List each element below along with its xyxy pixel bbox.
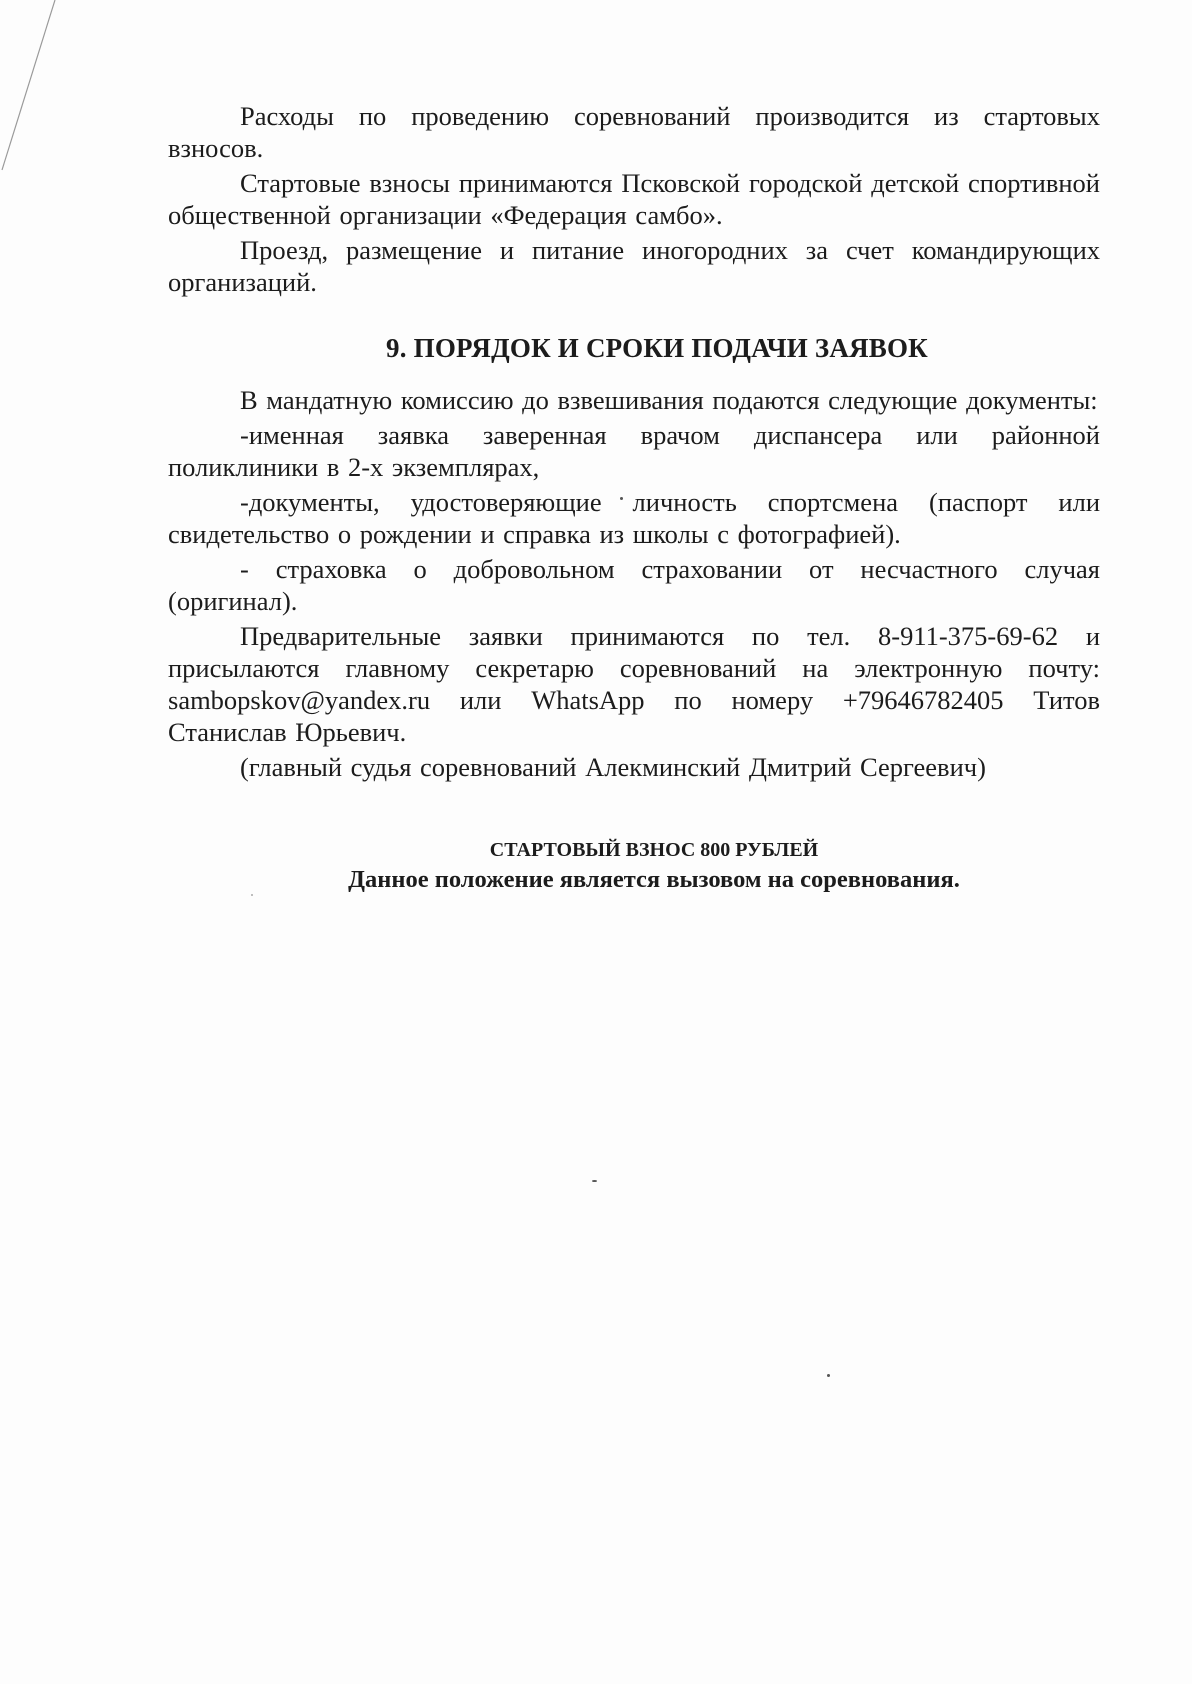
documents-item-identity: -документы, удостоверяющие личность спортсмена (паспорт или свидетельство о рождении и справка из школы с фотографией). xyxy=(168,487,1100,549)
expenses-paragraph: Расходы по проведению соревнований производится из стартовых взносов. xyxy=(168,101,1100,163)
documents-intro: В мандатную комиссию до взвешивания подаются следующие документы: xyxy=(240,385,1098,415)
section-heading: 9. ПОРЯДОК И СРОКИ ПОДАЧИ ЗАЯВОК xyxy=(386,333,928,363)
entry-fee-paragraph: Стартовые взносы принимаются Псковской городской детской спортивной общественной организации «Федерация самбо». xyxy=(168,168,1100,230)
scan-edge-mark xyxy=(0,0,60,180)
documents-item-application: -именная заявка заверенная врачом диспансера или районной поликлиники в 2-х экземплярах, xyxy=(168,420,1100,482)
travel-paragraph: Проезд, размещение и питание иногородних за счет командирующих организаций. xyxy=(168,235,1100,297)
invitation-note: Данное положение является вызовом на соревнования. xyxy=(348,866,960,893)
document-body xyxy=(168,100,1100,895)
entry-fee-notice: СТАРТОВЫЙ ВЗНОС 800 РУБЛЕЙ xyxy=(489,839,819,861)
documents-item-insurance: - страховка о добровольном страховании от несчастного случая (оригинал). xyxy=(168,554,1100,616)
scan-speck xyxy=(592,1180,597,1182)
preliminary-applications: Предварительные заявки принимаются по тел. 8-911-375-69-62 и присылаются главному секретарю соревнований на электронную почту: sambopskov@yandex.ru или WhatsApp по номеру +79646782405 Титов Станислав Юрьевич. xyxy=(168,621,1100,747)
chief-judge-note: (главный судья соревнований Алекминский Дмитрий Сергеевич) xyxy=(240,752,986,782)
footer-block xyxy=(168,835,1100,895)
scan-speck xyxy=(827,1374,830,1377)
